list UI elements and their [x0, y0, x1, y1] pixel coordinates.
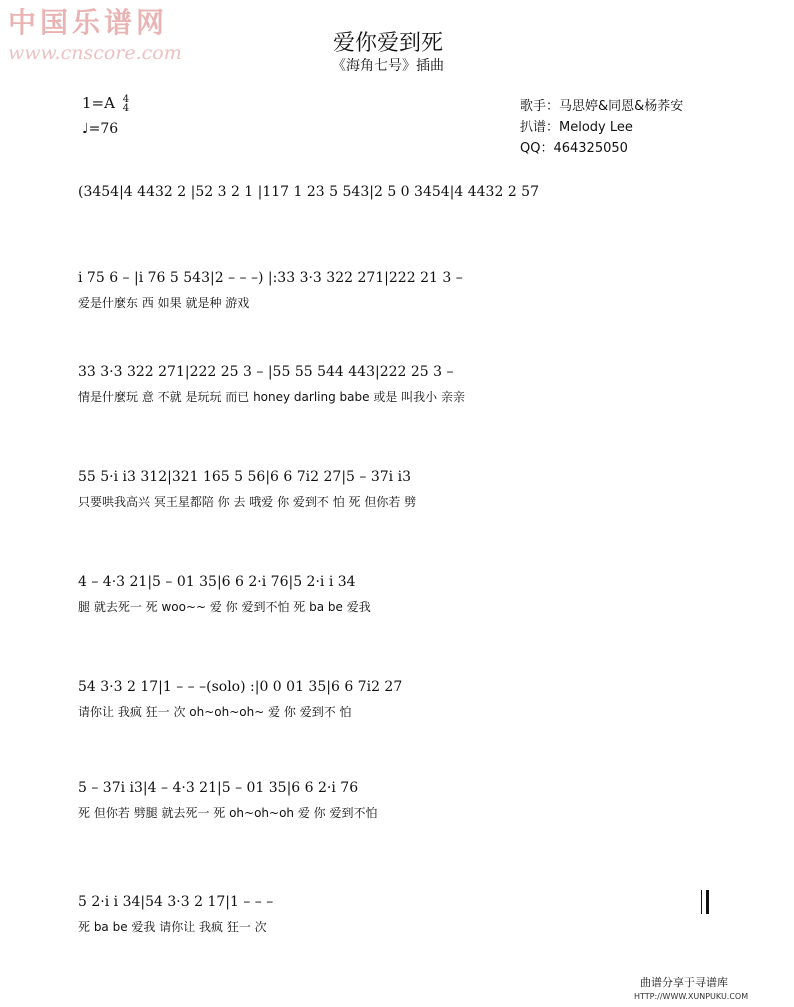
song-subtitle: 《海角七号》插曲 — [332, 58, 444, 74]
final-barline-thick — [706, 890, 709, 914]
score-line — [78, 180, 714, 226]
lyrics-row: 情是什麼玩 意 不就 是玩玩 而已 honey darling babe 或是 叫我小 亲亲 — [78, 390, 465, 404]
lyrics-row: 请你让 我疯 狂一 次 oh~oh~oh~ 爱 你 爱到不 怕 — [78, 705, 352, 719]
transcriber-credit: 扒谱：Melody Lee — [520, 120, 633, 135]
lyrics-row: 腿 就去死一 死 woo~~ 爱 你 爱到不怕 死 ba be 爱我 — [78, 600, 371, 614]
score-line — [78, 266, 714, 312]
lyrics-row: 只要哄我高兴 冥王星都陪 你 去 哦爱 你 爱到不 怕 死 但你若 劈 — [78, 495, 417, 509]
time-bottom: 4 — [122, 103, 130, 114]
footer-line1: 曲谱分享于寻谱库 — [640, 976, 728, 989]
key-signature — [82, 92, 129, 114]
singer-credit: 歌手：马思婷&同恩&杨荞安 — [520, 99, 684, 114]
notes-row: 4 – 4·3 21|5 – 01 35|6 6 2·i 76|5 2·i i 34 — [78, 574, 356, 590]
lyrics-row: 爱是什麼东 西 如果 就是种 游戏 — [78, 296, 250, 310]
score-line — [78, 776, 714, 822]
lyrics-row: 死 但你若 劈腿 就去死一 死 oh~oh~oh 爱 你 爱到不怕 — [78, 806, 378, 820]
notes-row: (3454|4 4432 2 |52 3 2 1 |117 1 23 5 543|2 5 0 3454|4 4432 2 57 — [78, 184, 539, 200]
score-line — [78, 570, 714, 616]
score-line — [78, 675, 714, 721]
score-line — [78, 465, 714, 511]
time-signature — [123, 95, 129, 113]
lyrics-row — [78, 208, 714, 226]
song-title: 爱你爱到死 — [332, 31, 443, 56]
notes-row: 54 3·3 2 17|1 – – –(solo) :|0 0 01 35|6 6 7i2 27 — [78, 679, 403, 695]
footer-line2: HTTP://WWW.XUNPUKU.COM — [634, 992, 749, 1001]
notes-row: 5 2·i i 34|54 3·3 2 17|1 – – – — [78, 894, 274, 910]
notes-row: 5 – 37i i3|4 – 4·3 21|5 – 01 35|6 6 2·i 76 — [78, 780, 359, 796]
notes-row: 55 5·i i3 312|321 165 5 56|6 6 7i2 27|5 – 37i i3 — [78, 469, 411, 485]
notes-row: i 75 6 – |i 76 5 543|2 – – –) |:33 3·3 322 271|222 21 3 – — [78, 270, 463, 286]
key-label: 1=A — [82, 94, 115, 112]
final-barline-thin — [701, 890, 702, 914]
credits — [520, 96, 683, 159]
lyrics-row: 死 ba be 爱我 请你让 我疯 狂一 次 — [78, 920, 267, 934]
score-line — [78, 360, 714, 406]
time-top: 4 — [122, 94, 130, 105]
score-line — [78, 890, 714, 936]
notes-row: 33 3·3 322 271|222 25 3 – |55 55 544 443|222 25 3 – — [78, 364, 454, 380]
tempo-marking: ♩=76 — [82, 121, 119, 137]
qq-credit: QQ：464325050 — [520, 141, 628, 156]
watermark-text: 中国乐谱网 — [8, 6, 169, 39]
footer-credit — [634, 976, 790, 1004]
watermark-url: www.cnscore.com — [8, 42, 182, 64]
